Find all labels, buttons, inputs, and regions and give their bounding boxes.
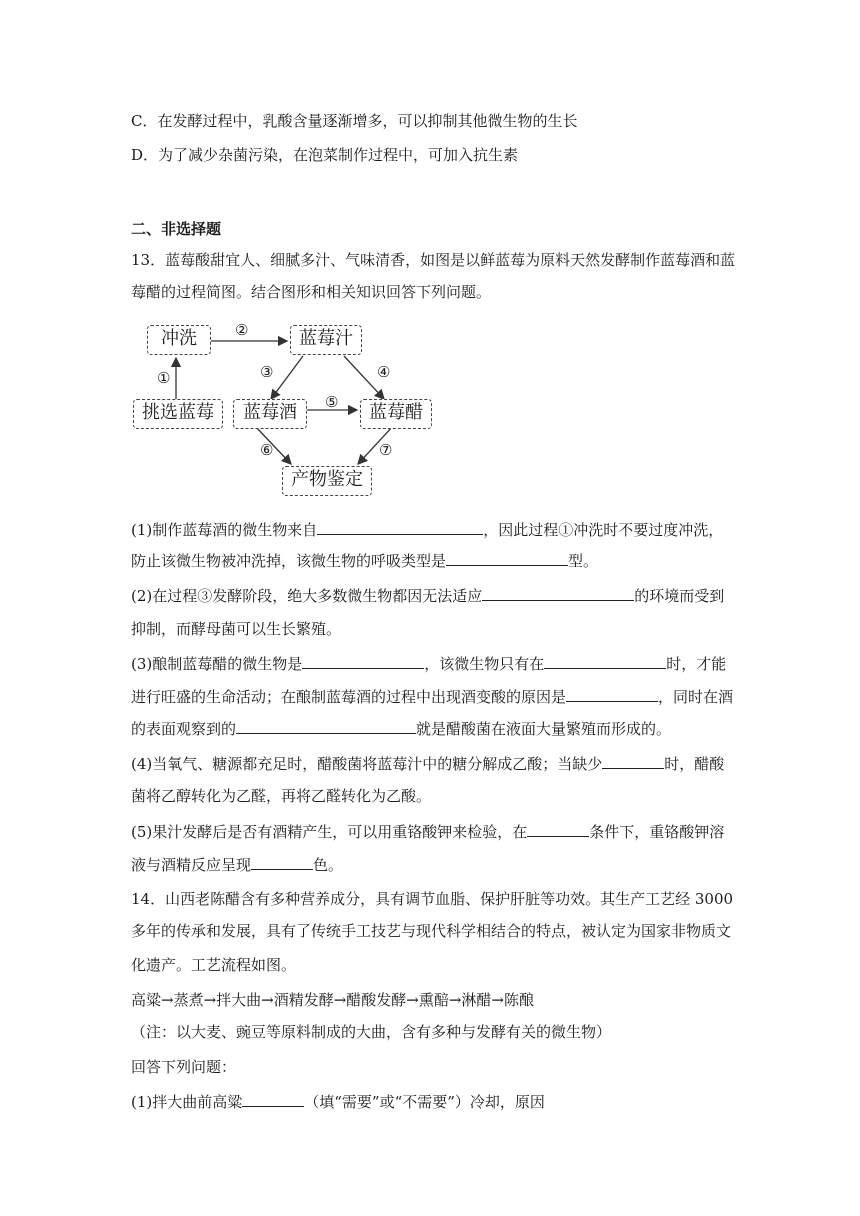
box-vinegar: 蓝莓醋: [360, 399, 432, 429]
q13-part1-line1: (1)制作蓝莓酒的微生物来自 ，因此过程①冲洗时不要过度冲洗，: [131, 521, 724, 539]
box-juice: 蓝莓汁: [290, 325, 362, 355]
q13-intro-line-1: 13．蓝莓酸甜宜人、细腻多汁、气味清香，如图是以鲜蓝莓为原料天然发酵制作蓝莓酒和蓝: [131, 251, 736, 269]
answer-blank[interactable]: [236, 718, 416, 734]
q14-intro-line-3: 化遗产。工艺流程如图。: [131, 956, 297, 974]
label-1: ①: [157, 369, 171, 387]
option-c: C．在发酵过程中，乳酸含量逐渐增多，可以抑制其他微生物的生长: [131, 112, 578, 130]
q14-intro-line-2: 多年的传承和发展，具有了传统手工技艺与现代科学相结合的特点，被认定为国家非物质文: [131, 922, 732, 940]
answer-blank[interactable]: [602, 753, 664, 769]
arrow-3: [271, 356, 303, 399]
answer-blank[interactable]: [446, 550, 568, 566]
answer-blank[interactable]: [251, 854, 313, 870]
label-6: ⑥: [260, 441, 274, 459]
box-select: 挑选蓝莓: [133, 399, 223, 429]
box-wine: 蓝莓酒: [233, 399, 307, 429]
label-7: ⑦: [379, 441, 393, 459]
box-wash: 冲洗: [147, 325, 211, 355]
answer-blank[interactable]: [527, 821, 589, 837]
q14-prompt: 回答下列问题：: [131, 1058, 237, 1076]
q13-part1-line2: 防止该微生物被冲洗掉，该微生物的呼吸类型是 型。: [131, 552, 599, 570]
label-2: ②: [235, 321, 249, 339]
q13-part3-line1: (3)酿制蓝莓醋的微生物是 ，该微生物只有在 时，才能: [131, 655, 727, 673]
box-identify: 产物鉴定: [282, 466, 372, 496]
q13-part3-line3: 的表面观察到的 就是醋酸菌在液面大量繁殖而形成的。: [131, 720, 672, 738]
label-5: ⑤: [325, 393, 339, 411]
q13-part2-line2: 抑制，而酵母菌可以生长繁殖。: [131, 620, 342, 638]
q13-part5-line1: (5)果汁发酵后是否有酒精产生，可以用重铬酸钾来检验，在 条件下，重铬酸钾溶: [131, 823, 725, 841]
answer-blank[interactable]: [317, 519, 483, 535]
answer-blank[interactable]: [242, 1091, 304, 1107]
q13-part2-line1: (2)在过程③发酵阶段，绝大多数微生物都因无法适应 的环境而受到: [131, 587, 725, 605]
label-4: ④: [377, 363, 391, 381]
section-title: 二、非选择题: [131, 220, 222, 238]
answer-blank[interactable]: [302, 653, 424, 669]
q13-part3-line2: 进行旺盛的生命活动；在酿制蓝莓酒的过程中出现酒变酸的原因是 ，同时在酒: [131, 688, 734, 706]
q13-part5-line2: 液与酒精反应呈现 色。: [131, 856, 344, 874]
label-3: ③: [260, 363, 274, 381]
option-d: D．为了减少杂菌污染，在泡菜制作过程中，可加入抗生素: [131, 146, 519, 164]
q14-part1-line1: (1)拌大曲前高粱 （填“需要”或“不需要”）冷却，原因: [131, 1093, 545, 1111]
q13-intro-line-2: 莓醋的过程简图。结合图形和相关知识回答下列问题。: [131, 283, 492, 301]
q14-process-flow: 高粱→蒸煮→拌大曲→酒精发酵→醋酸发酵→熏醅→淋醋→陈酿: [131, 991, 534, 1009]
answer-blank[interactable]: [482, 585, 634, 601]
answer-blank[interactable]: [544, 653, 666, 669]
q14-intro-line-1: 14．山西老陈醋含有多种营养成分，具有调节血脂、保护肝脏等功效。其生产工艺经 3000: [131, 890, 734, 908]
q13-part4-line1: (4)当氧气、糖源都充足时，醋酸菌将蓝莓汁中的糖分解成乙酸；当缺少 时，醋酸: [131, 755, 725, 773]
q14-note: （注：以大麦、豌豆等原料制成的大曲，含有多种与发酵有关的微生物）: [131, 1023, 612, 1041]
q13-part4-line2: 菌将乙醇转化为乙醛，再将乙醛转化为乙酸。: [131, 787, 432, 805]
process-diagram: [131, 316, 431, 502]
answer-blank[interactable]: [566, 686, 658, 702]
